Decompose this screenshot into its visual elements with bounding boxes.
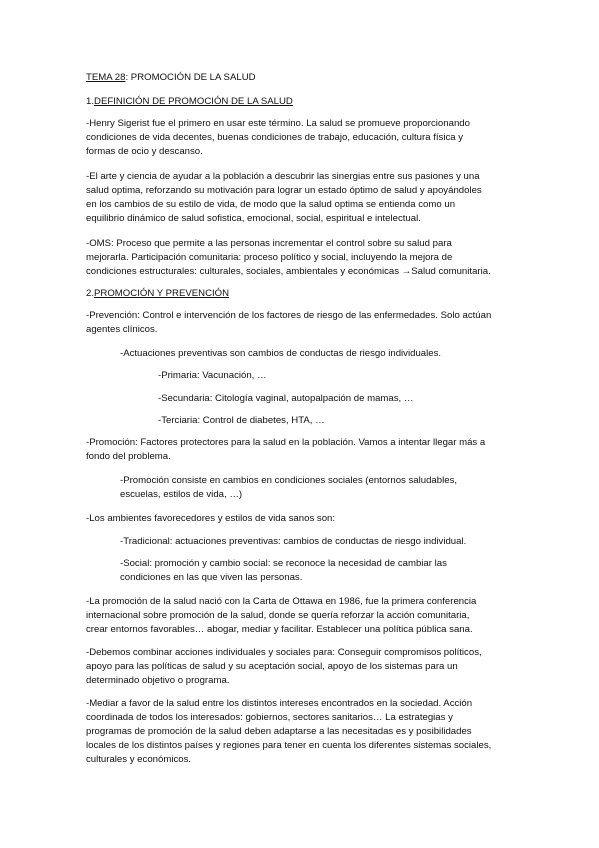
text-line: -Social: promoción y cambio social: se reconoce la necesidad de cambiar las bbox=[120, 558, 447, 569]
list-item-promocion-cambios bbox=[120, 474, 500, 502]
text-line: formas de ocio y descanso. bbox=[86, 146, 203, 157]
paragraph-ottawa bbox=[86, 595, 516, 637]
paragraph-arte-ciencia bbox=[86, 170, 516, 226]
text-line: -El arte y ciencia de ayudar a la población a descubrir las sinergias entre sus pasiones y una bbox=[86, 171, 480, 182]
text-line: -OMS: Proceso que permite a las personas incrementar el control sobre su salud para bbox=[86, 238, 452, 249]
text-line: programas de promoción de la salud deben adaptarse a las necesitadas es y posibilidades bbox=[86, 726, 472, 737]
paragraph-sigerist bbox=[86, 117, 516, 159]
list-item-actuaciones: -Actuaciones preventivas son cambios de conductas de riesgo individuales. bbox=[120, 348, 442, 359]
paragraph-mediar bbox=[86, 697, 516, 767]
paragraph-promocion bbox=[86, 436, 516, 464]
text-line: mejorarla. Participación comunitaria: proceso político y social, incluyendo la mejora de bbox=[86, 252, 453, 263]
text-line: equilibrio dinámico de salud sofistica, emocional, social, espiritual e intelectual. bbox=[86, 213, 421, 224]
text-line: agentes clínicos. bbox=[86, 324, 158, 335]
text-line: -Promoción consiste en cambios en condiciones sociales (entornos saludables, bbox=[120, 475, 458, 486]
text-line: -Henry Sigerist fue el primero en usar este término. La salud se promueve proporcionando bbox=[86, 118, 470, 129]
text-line: condiciones de vida decentes, buenas condiciones de trabajo, educación, cultura física y bbox=[86, 132, 464, 143]
title-text: : PROMOCIÓN DE LA SALUD bbox=[125, 72, 256, 83]
text-line: escuelas, estilos de vida, …) bbox=[120, 489, 243, 500]
section-heading-1 bbox=[86, 95, 293, 109]
section-number: 2. bbox=[86, 288, 95, 299]
list-item-terciaria: -Terciaria: Control de diabetes, HTA, … bbox=[158, 415, 325, 426]
text-line: -Prevención: Control e intervención de los factores de riesgo de las enfermedades. Solo actúan bbox=[86, 310, 492, 321]
section-title: PROMOCIÓN Y PREVENCIÓN bbox=[94, 288, 230, 299]
text-line: coordinada de todos los interesados: gobiernos, sectores sanitarios… La estrategias y bbox=[86, 712, 453, 723]
text-line: condiciones estructurales: culturales, sociales, ambientales y económicas →Salud comunitaria. bbox=[86, 266, 491, 277]
paragraph-prevencion bbox=[86, 309, 516, 337]
list-item-social bbox=[120, 557, 500, 585]
section-heading-2 bbox=[86, 287, 229, 301]
list-item-primaria: -Primaria: Vacunación, … bbox=[158, 370, 267, 381]
section-number: 1. bbox=[86, 96, 95, 107]
text-line: -Promoción: Factores protectores para la salud en la población. Vamos a intentar llegar más a bbox=[86, 437, 486, 448]
text-line: apoyo para las políticas de salud y su aceptación social, apoyo de los sistemas para un bbox=[86, 661, 458, 672]
text-line: -La promoción de la salud nació con la Carta de Ottawa en 1986, fue la primera conferencia bbox=[86, 596, 477, 607]
text-line: fondo del problema. bbox=[86, 451, 171, 462]
text-line: locales de los distintos países y regiones para tener en cuenta los diferentes sistemas sociales, bbox=[86, 740, 492, 751]
section-title: DEFINICIÓN DE PROMOCIÓN DE LA SALUD bbox=[94, 96, 293, 107]
text-line: crear entornos favorables… abogar, mediar y facilitar. Establecer una política pública sana. bbox=[86, 624, 473, 635]
list-item-tradicional: -Tradicional: actuaciones preventivas: cambios de conductas de riesgo individual. bbox=[120, 536, 467, 547]
text-line: en los cambios de su estilo de vida, de modo que la salud optima se entienda como un bbox=[86, 199, 456, 210]
paragraph-ambientes: -Los ambientes favorecedores y estilos de vida sanos son: bbox=[86, 513, 336, 524]
text-line: salud optima, reforzando su motivación para lograr un estado óptimo de salud y apoyándoles bbox=[86, 185, 482, 196]
text-line: -Mediar a favor de la salud entre los distintos intereses encontrados en la sociedad. Acción bbox=[86, 698, 473, 709]
text-line: -Debemos combinar acciones individuales y sociales para: Conseguir compromisos políticos, bbox=[86, 647, 482, 658]
list-item-secundaria: -Secundaria: Citología vaginal, autopalpación de mamas, … bbox=[158, 393, 414, 404]
document-title bbox=[86, 71, 256, 85]
paragraph-oms bbox=[86, 237, 516, 279]
paragraph-combinar-acciones bbox=[86, 646, 516, 688]
text-line: culturales y económicos. bbox=[86, 754, 192, 765]
title-topic-number: TEMA 28 bbox=[86, 72, 126, 83]
text-line: condiciones en las que viven las personas. bbox=[120, 572, 303, 583]
text-line: determinado objetivo o programa. bbox=[86, 675, 230, 686]
text-line: internacional sobre promoción de la salud, donde se quería reforzar la acción comunitaria, bbox=[86, 610, 470, 621]
